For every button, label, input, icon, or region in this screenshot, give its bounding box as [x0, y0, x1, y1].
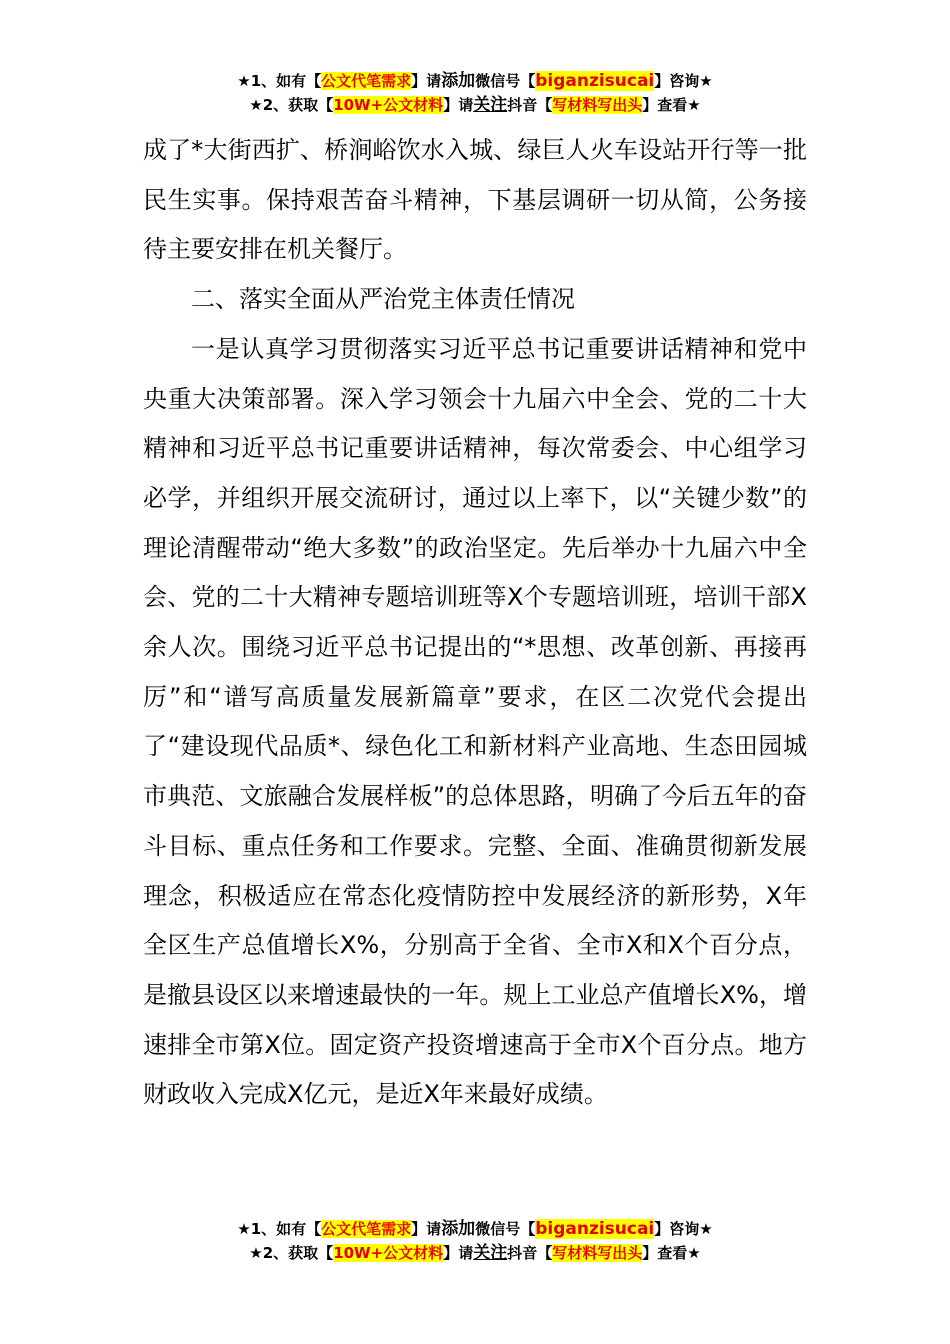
footer-promo-banner [0, 1218, 950, 1266]
promo-text: 】查看★ [642, 1244, 701, 1262]
promo-line-2 [0, 94, 950, 118]
promo-line-1 [0, 1218, 950, 1242]
promo-text: 】请 [443, 1244, 474, 1262]
promo-text: 】查看★ [642, 96, 701, 114]
promo-line-2 [0, 1242, 950, 1266]
promo-text: 】咨询★ [654, 72, 713, 90]
promo-text: 】咨询★ [654, 1220, 713, 1238]
highlight-service: 公文代笔需求 [321, 72, 412, 90]
promo-text-emphasis: 关注 [473, 95, 508, 115]
promo-text: 抖音【 [507, 96, 553, 114]
header-promo-banner [0, 70, 950, 118]
section-heading: 二、落实全面从严治党主体责任情况 [191, 285, 575, 314]
promo-text: 】请 [411, 72, 442, 90]
highlight-douyin-account: 写材料写出头 [552, 96, 643, 114]
promo-text: ★2、获取【 [249, 96, 334, 114]
promo-text-emphasis: 添加 [441, 1219, 476, 1239]
highlight-service: 公文代笔需求 [321, 1220, 412, 1238]
promo-text: 】请 [443, 96, 474, 114]
highlight-douyin-account: 写材料写出头 [552, 1244, 643, 1262]
highlight-materials: 10W+公文材料 [333, 1244, 444, 1262]
promo-text: ★1、如有【 [237, 1220, 322, 1238]
promo-line-1 [0, 70, 950, 94]
highlight-wechat-id: biganzisucai [535, 71, 655, 91]
promo-text: ★2、获取【 [249, 1244, 334, 1262]
promo-text-emphasis: 添加 [441, 71, 476, 91]
promo-text: 微信号【 [475, 1220, 536, 1238]
promo-text: 】请 [411, 1220, 442, 1238]
promo-text-emphasis: 关注 [473, 1243, 508, 1263]
highlight-wechat-id: biganzisucai [535, 1219, 655, 1239]
promo-text: 抖音【 [507, 1244, 553, 1262]
paragraph: 一是认真学习贯彻落实习近平总书记重要讲话精神和党中央重大决策部署。深入学习领会十九届六中全会、党的二十大精神和习近平总书记重要讲话精神，每次常委会、中心组学习必学，并组织开展交流研讨，通过以上率下，以“关键少数”的理论清醒带动“绝大多数”的政治坚定。先后举办十九届六中全会、党的二十大精神专题培训班等X个专题培训班，培训干部X余人次。围绕习近平总书记提出的“*思想、改革创新、再接再厉”和“谱写高质量发展新篇章”要求，在区二次党代会提出了“建设现代品质*、绿色化工和新材料产业高地、生态田园城市典范、文旅融合发展样板”的总体思路，明确了今后五年的奋斗目标、重点任务和工作要求。完整、全面、准确贯彻新发展理念，积极适应在常态化疫情防控中发展经济的新形势，X年全区生产总值增长X%，分别高于全省、全市X和X个百分点，是撤县设区以来增速最快的一年。规上工业总产值增长X%，增速排全市第X位。固定资产投资增速高于全市X个百分点。地方财政收入完成X亿元，是近X年来最好成绩。 [143, 334, 807, 1109]
promo-text: ★1、如有【 [237, 72, 322, 90]
paragraph: 成了*大街西扩、桥涧峪饮水入城、绿巨人火车设站开行等一批民生实事。保持艰苦奋斗精神，下基层调研一切从简，公务接待主要安排在机关餐厅。 [143, 136, 807, 264]
highlight-materials: 10W+公文材料 [333, 96, 444, 114]
document-body [143, 126, 807, 1120]
promo-text: 微信号【 [475, 72, 536, 90]
